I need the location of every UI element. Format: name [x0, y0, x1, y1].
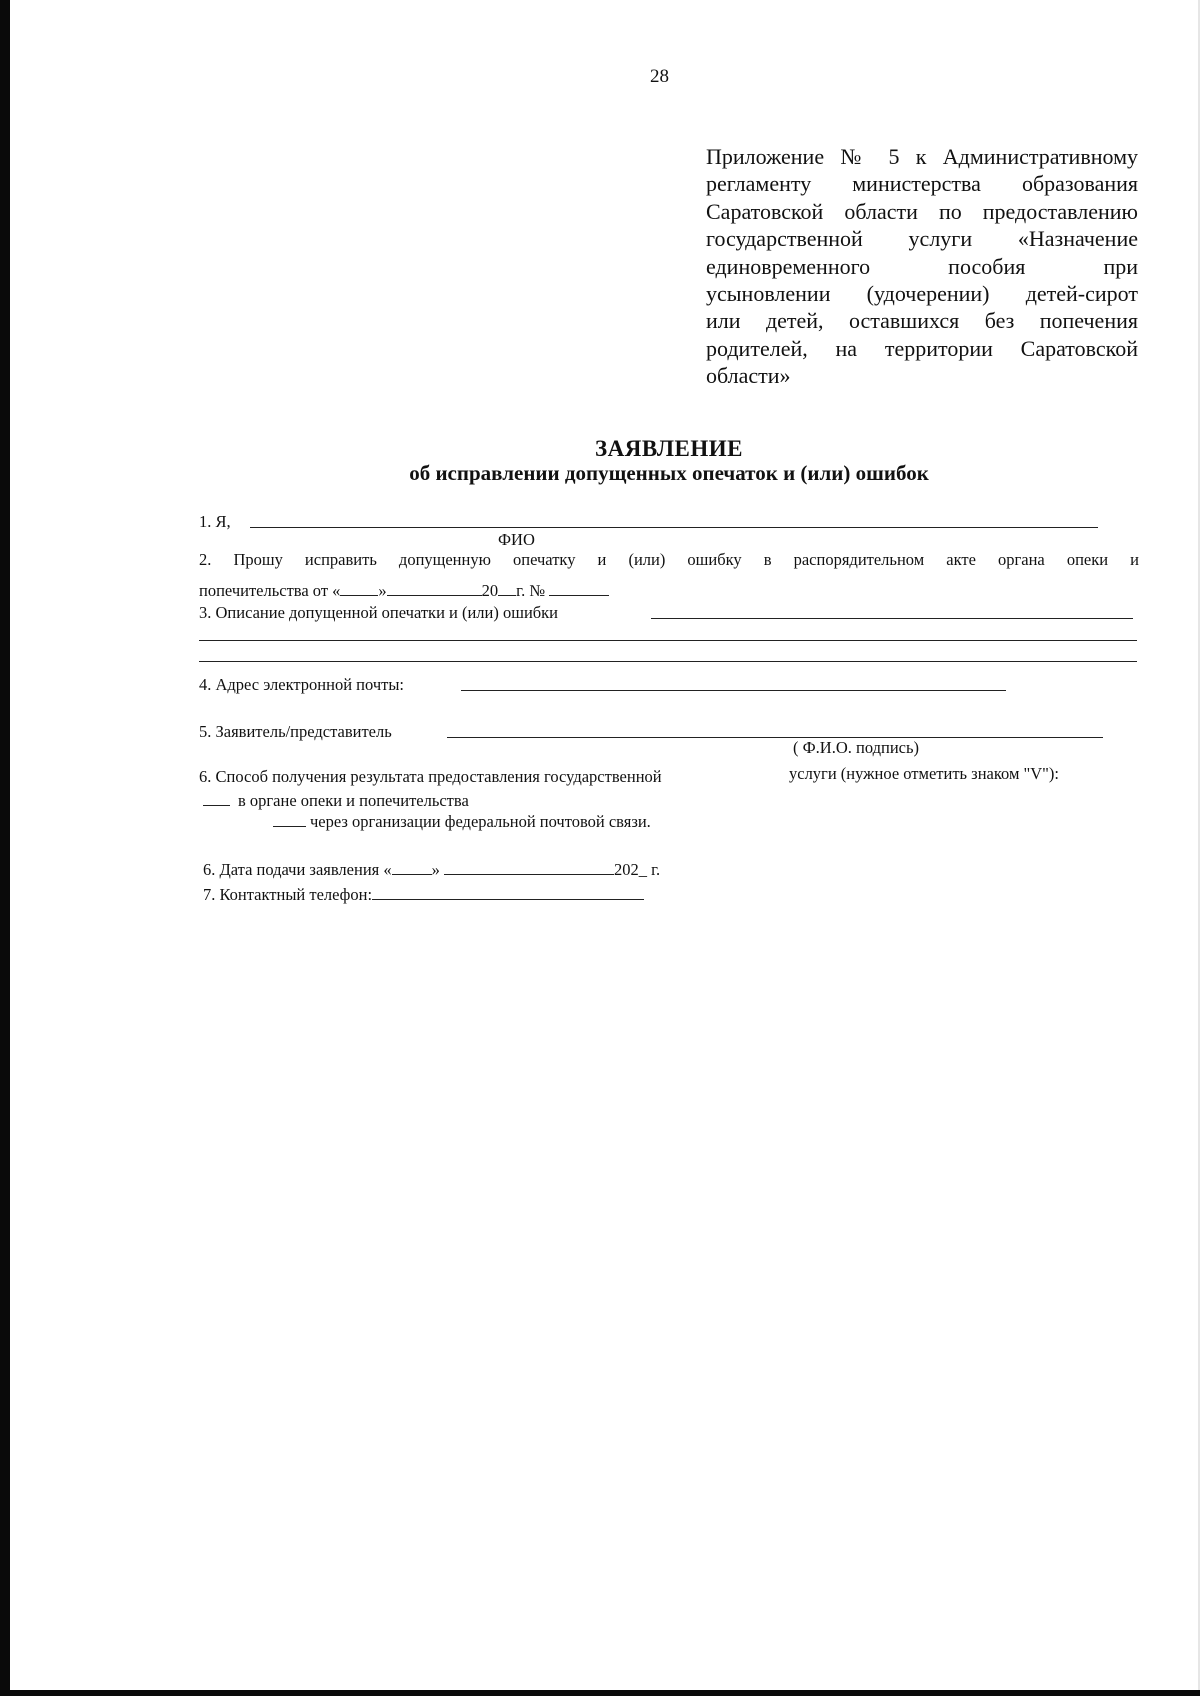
- item1-label: 1. Я,: [199, 512, 231, 531]
- annex-line: государственной услуги «Назначение: [706, 226, 1138, 252]
- option-guardianship[interactable]: [203, 791, 469, 811]
- document-subtitle: об исправлении допущенных опечаток и (или) ошибок: [409, 461, 929, 485]
- item6-method-suffix: услуги (нужное отметить знаком "V"):: [789, 764, 1059, 783]
- fio-field-line[interactable]: [250, 527, 1098, 528]
- phone-label: 7. Контактный телефон:: [203, 885, 373, 904]
- item6-method-label: 6. Способ получения результата предоставления государственной: [199, 767, 662, 786]
- submission-date-prefix: 6. Дата подачи заявления «: [203, 860, 392, 879]
- item5-label: 5. Заявитель/представитель: [199, 722, 392, 741]
- option-guardianship-checkbox[interactable]: [203, 791, 230, 806]
- fio-caption: ФИО: [498, 530, 535, 549]
- annex-line: области»: [706, 363, 791, 389]
- option-post[interactable]: [273, 812, 651, 832]
- email-field-line[interactable]: [461, 690, 1006, 691]
- option-post-checkbox[interactable]: [273, 812, 306, 827]
- item2-year-prefix: 20: [481, 581, 499, 600]
- annex-line: регламенту министерства образования: [706, 171, 1138, 197]
- item2-date-prefix: попечительства от «: [199, 581, 341, 600]
- page-number: 28: [650, 66, 669, 87]
- act-year-field[interactable]: [498, 581, 516, 596]
- submission-month-field[interactable]: [444, 860, 614, 875]
- description-field-line[interactable]: [651, 618, 1133, 619]
- item2-text: 2. Прошу исправить допущенную опечатку и (или) ошибку в распорядительном акте органа опеки и: [199, 550, 1139, 569]
- annex-line: единовременного пособия при: [706, 253, 1138, 279]
- option-guardianship-label: в органе опеки и попечительства: [238, 791, 469, 810]
- scan-bottom-edge: [0, 1690, 1200, 1696]
- phone-field[interactable]: [372, 885, 644, 900]
- item3-label: 3. Описание допущенной опечатки и (или) ошибки: [199, 603, 559, 622]
- document-title: ЗАЯВЛЕНИЕ: [595, 436, 743, 461]
- act-number-field[interactable]: [549, 581, 609, 596]
- item2-year-suffix: г. №: [516, 581, 546, 600]
- annex-line: родителей, на территории Саратовской: [706, 335, 1138, 361]
- annex-line: Саратовской области по предоставлению: [706, 198, 1138, 224]
- description-field-line[interactable]: [199, 661, 1137, 662]
- act-month-field[interactable]: [387, 581, 482, 596]
- submission-day-field[interactable]: [392, 860, 432, 875]
- applicant-field-line[interactable]: [447, 737, 1103, 738]
- submission-year: 202_ г.: [614, 860, 661, 879]
- item2-date-row: [199, 581, 609, 601]
- annex-header: [706, 143, 1138, 390]
- item2-quote-close: »: [378, 581, 387, 600]
- item6-date-row: [203, 860, 660, 880]
- applicant-caption: ( Ф.И.О. подпись): [793, 738, 919, 757]
- item4-label: 4. Адрес электронной почты:: [199, 675, 404, 694]
- annex-line: Приложение № 5 к Административному: [706, 144, 1138, 169]
- submission-quote-close: »: [431, 860, 440, 879]
- option-post-label: через организации федеральной почтовой связи.: [310, 812, 651, 831]
- scan-left-edge: [0, 0, 10, 1696]
- item7-row: [203, 885, 644, 905]
- annex-line: или детей, оставшихся без попечения: [706, 308, 1138, 334]
- annex-line: усыновлении (удочерении) детей-сирот: [706, 281, 1138, 307]
- act-day-field[interactable]: [340, 581, 378, 596]
- description-field-line[interactable]: [199, 640, 1137, 641]
